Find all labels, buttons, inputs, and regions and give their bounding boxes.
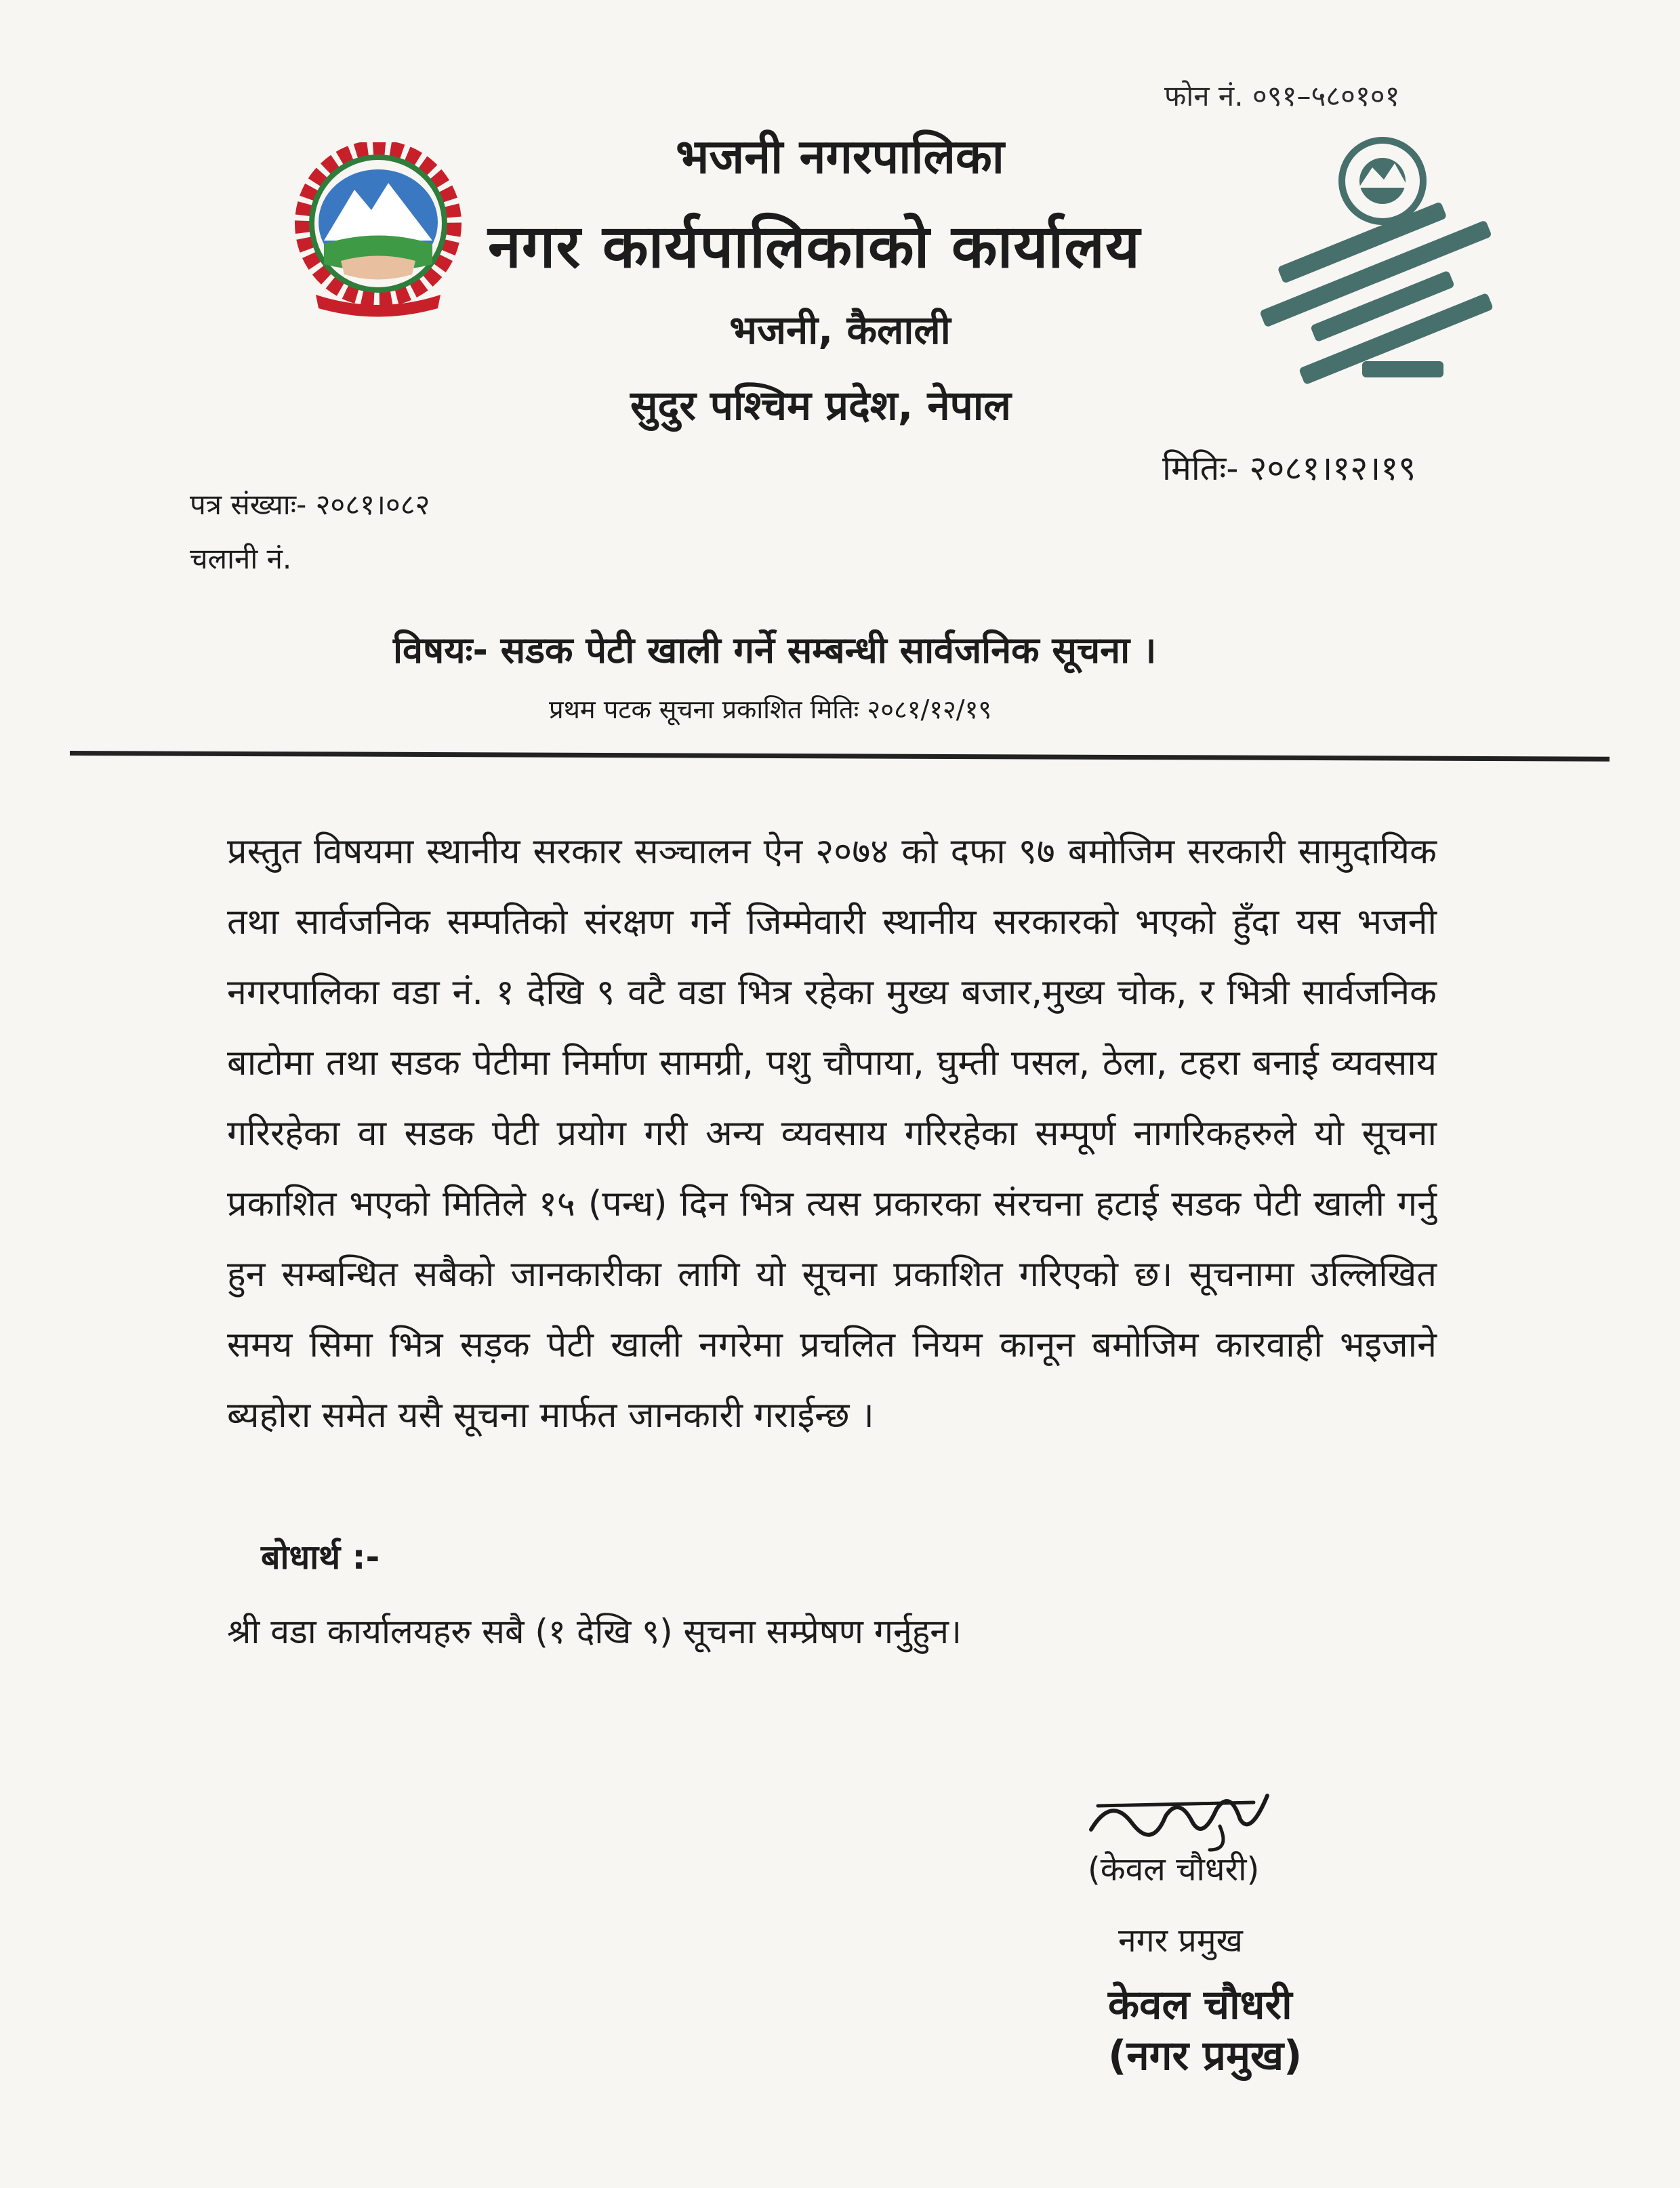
header-divider bbox=[70, 751, 1610, 762]
letter-reference-number: पत्र संख्याः- २०८१।०८२ bbox=[190, 488, 430, 521]
municipality-name: भजनी नगरपालिका bbox=[676, 129, 1004, 184]
signature-icon bbox=[1084, 1782, 1274, 1857]
publication-date: प्रथम पटक सूचना प्रकाशित मितिः २०८१/१२/१९ bbox=[549, 695, 992, 724]
letter-date: मितिः- २०८१।१२।१९ bbox=[1162, 449, 1416, 488]
dispatch-number: चलानी नं. bbox=[190, 542, 292, 575]
signatory-title: नगर प्रमुख bbox=[1118, 1922, 1243, 1960]
office-location: भजनी, कैलाली bbox=[729, 307, 951, 353]
office-name: नगर कार्यपालिकाको कार्यालय bbox=[488, 211, 1141, 281]
province-name: सुदुर पश्चिम प्रदेश, नेपाल bbox=[630, 382, 1011, 430]
notice-body: प्रस्तुत विषयमा स्थानीय सरकार सञ्चालन ऐन २०७४ को दफा ९७ बमोजिम सरकारी सामुदायिक तथा सार्वजनिक सम्पतिको संरक्षण गर्ने जिम्मेवारी स्थानीय सरकारको भएको हुँदा यस भजनी नगरपालिका वडा नं. १ देखि ९ वटै वडा भित्र रहेका मुख्य बजार,मुख्य चोक, र भित्री सार्वजनिक बाटोमा तथा सडक पेटीमा निर्माण सामग्री, पशु चौपाया, घुम्ती पसल, ठेला, टहरा बनाई व्यवसाय गरिरहेका वा सडक पेटी प्रयोग गरी अन्य व्यवसाय गरिरहेका सम्पूर्ण नागरिकहरुले यो सूचना प्रकाशित भएको मितिले १५ (पन्ध) दिन भित्र त्यस प्रकारका संरचना हटाई सडक पेटी खाली गर्नु हुन सम्बन्धित सबैको जानकारीका लागि यो सूचना प्रकाशित गरिएको छ। सूचनामा उल्लिखित समय सिमा भित्र सड़क पेटी खाली नगरेमा प्रचलित नियम कानून बमोजिम कारवाही भइजाने ब्यहोरा समेत यसै सूचना मार्फत जानकारी गराईन्छ । bbox=[227, 831, 1437, 1436]
signatory-name: (केवल चौधरी) bbox=[1088, 1851, 1260, 1888]
stamp-name: केवल चौधरी bbox=[1108, 1981, 1292, 2029]
information-recipients: श्री वडा कार्यालयहरु सबै (१ देखि ९) सूचना सम्प्रेषण गर्नुहुन। bbox=[227, 1612, 962, 1651]
phone-number: फोन नं. ०९१–५८०१०१ bbox=[1164, 79, 1400, 112]
stamp-title: (नगर प्रमुख) bbox=[1108, 2032, 1303, 2080]
letter-subject: विषयः- सडक पेटी खाली गर्ने सम्बन्धी सार्वजनिक सूचना । bbox=[393, 629, 1157, 672]
information-label: बोधार्थ :- bbox=[261, 1537, 380, 1577]
